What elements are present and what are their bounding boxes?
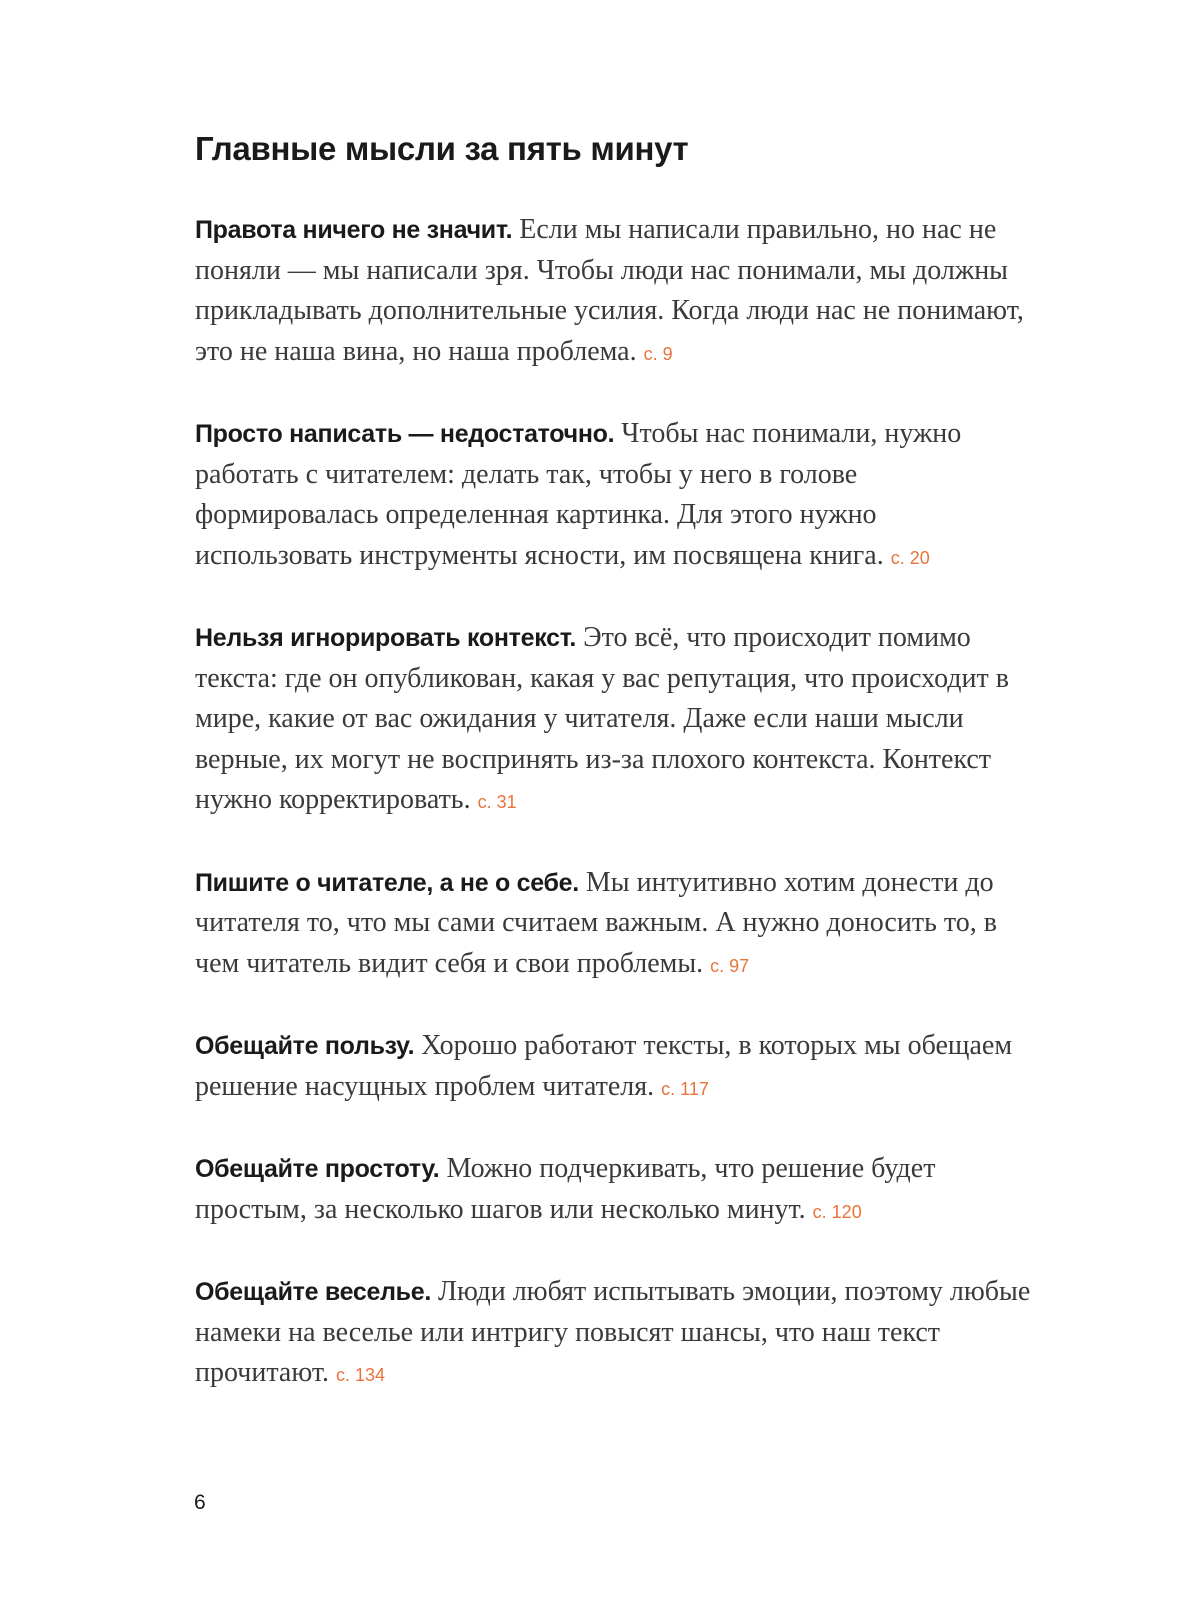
item-lead: Нельзя игнорировать контекст. (195, 624, 577, 652)
summary-item-4 (195, 863, 1035, 987)
item-lead: Пишите о читателе, а не о себе. (195, 868, 579, 897)
item-text: Чтобы нас понимали, нужно работать с читателем: делать так, чтобы у него в голове формировалась определенная картинка. Для этого нужно использовать инструменты ясности, им посвящена книга. (195, 418, 962, 571)
item-text: Можно подчеркивать, что решение будет простым, за несколько шагов или несколько минут. (195, 1153, 936, 1225)
page-content (195, 130, 1035, 1436)
summary-item-1 (195, 210, 1035, 374)
page-reference[interactable]: с. 97 (710, 955, 750, 976)
page-reference[interactable]: с. 134 (336, 1365, 386, 1385)
summary-item-6 (195, 1149, 1035, 1232)
page-reference[interactable]: с. 31 (477, 792, 517, 812)
item-lead: Обещайте простоту. (195, 1155, 440, 1183)
item-lead: Просто написать — недостаточно. (195, 420, 615, 448)
summary-item-3 (195, 618, 1035, 823)
page-title: Главные мысли за пять минут (195, 130, 689, 167)
page-number: 6 (194, 1491, 206, 1514)
item-lead: Правота ничего не значит. (195, 216, 513, 244)
item-lead: Обещайте пользу. (195, 1032, 415, 1060)
item-text: Хорошо работают тексты, в которых мы обещаем решение насущных проблем читателя. (195, 1030, 1013, 1102)
item-text: Если мы написали правильно, но нас не поняли — мы написали зря. Чтобы люди нас понимали, мы должны прикладывать дополнительные усилия. Когда люди нас не понимают, это не наша вина, но наша проблема. (195, 214, 1024, 367)
summary-item-2 (195, 414, 1035, 578)
item-lead: Обещайте веселье. (195, 1278, 431, 1306)
item-text: Люди любят испытывать эмоции, поэтому любые намеки на веселье или интригу повысят шансы, что наш текст прочитают. (195, 1276, 1031, 1388)
page-reference[interactable]: с. 117 (661, 1078, 709, 1099)
item-text: Мы интуитивно хотим донести до читателя то, что мы сами считаем важным. А нужно доносить то, в чем читатель видит себя и свои проблемы. (195, 866, 997, 979)
page-reference[interactable]: с. 20 (890, 547, 930, 568)
summary-item-7 (195, 1272, 1035, 1396)
page-reference[interactable]: с. 9 (643, 343, 673, 364)
summary-item-5 (195, 1026, 1035, 1109)
item-text: Это всё, что происходит помимо текста: где он опубликован, какая у вас репутация, что происходит в мире, какие от вас ожидания у читателя. Даже если наши мысли верные, их могут не воспринять из-за плохого контекста. Контекст нужно корректировать. (195, 622, 1009, 815)
page-reference[interactable]: с. 120 (812, 1201, 862, 1222)
